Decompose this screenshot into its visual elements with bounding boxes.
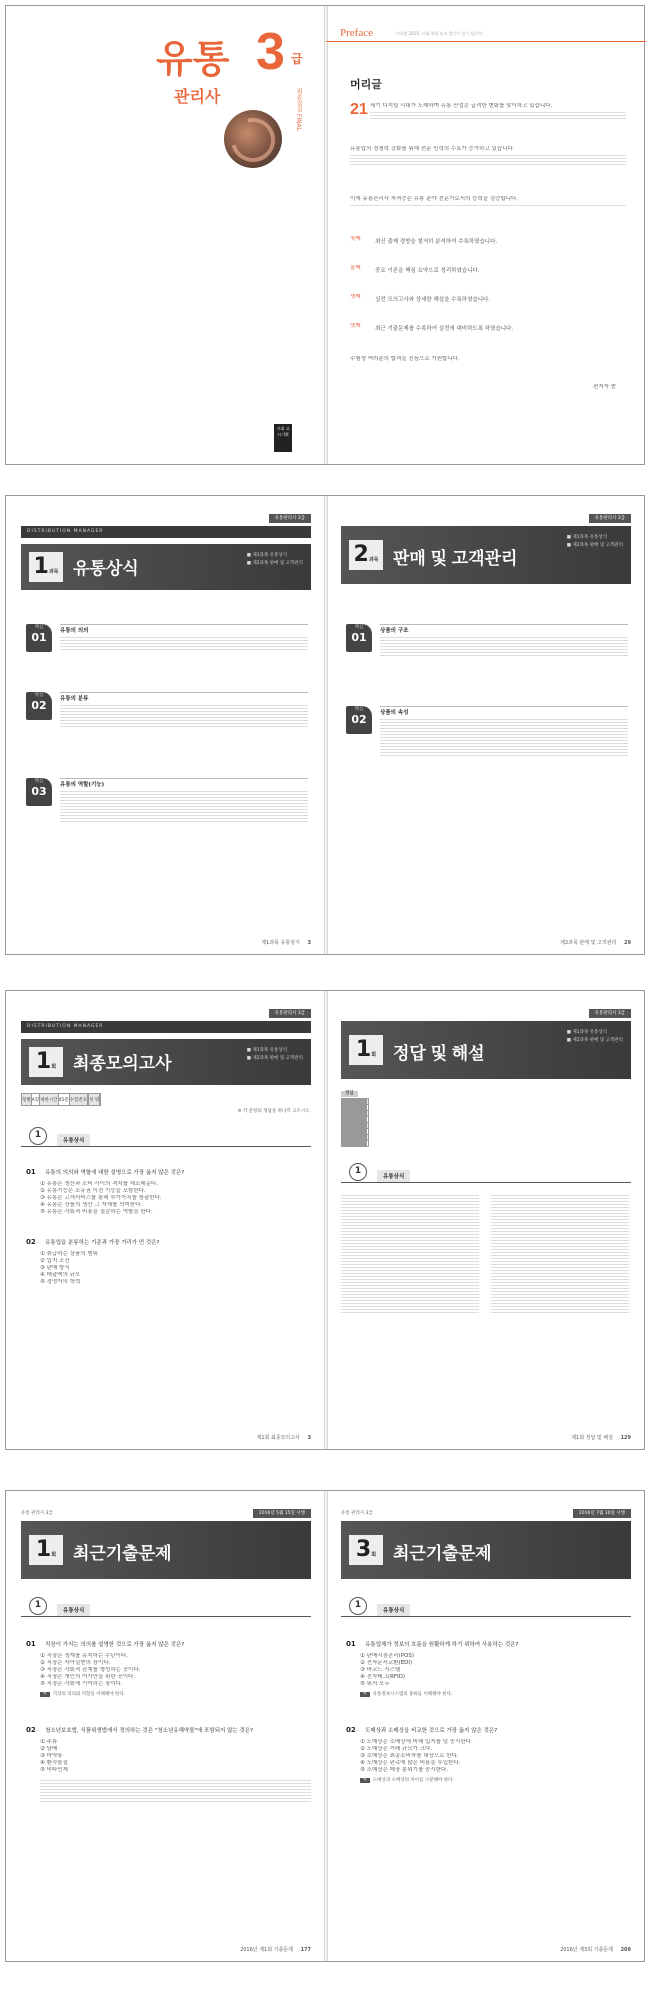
preface-page	[326, 6, 646, 464]
subject-number: 1	[349, 1163, 367, 1181]
key-section-03	[60, 778, 308, 824]
info-cell: 형별	[22, 1094, 32, 1106]
spread-mock-exam	[5, 990, 645, 1450]
bullet-text: 최근 기출문제를 수록하여 실전에 대비하도록 하였습니다.	[375, 326, 514, 332]
key-label: 핵심	[34, 779, 44, 784]
chapter-title: 판매 및 고객관리	[393, 549, 518, 568]
cover-badge: 최종점검 FINAL	[295, 88, 302, 132]
spread-chapter-openers	[5, 495, 645, 955]
info-cell: 제한시간	[40, 1094, 58, 1106]
page-footer	[571, 1434, 631, 1441]
bullet-text: 최신 출제 경향을 철저히 분석하여 수록하였습니다.	[375, 239, 498, 245]
answers-page	[326, 991, 646, 1449]
option[interactable]: ⑤ 경영자의 학력	[40, 1279, 81, 1285]
text-line	[370, 115, 626, 116]
footer-label: 제2과목 판매 및 고객관리	[560, 940, 617, 946]
bullet-key: 넷째	[350, 323, 361, 329]
chapter-num: 1	[35, 1537, 52, 1562]
preface-para-1: 세기 디지털 시대가 도래하며 유통 산업은 급격한 변화를 맞이하고 있습니다.	[370, 103, 553, 109]
question-number: 02	[26, 1238, 36, 1246]
preface-bullet	[350, 228, 626, 247]
chapter-unit: 회	[51, 1552, 57, 1558]
key-section-02	[380, 706, 628, 758]
key-label: 핵심	[354, 625, 364, 630]
option[interactable]: ⑤ 유통은 사회적 비용을 절감하는 역할을 한다.	[40, 1209, 153, 1215]
tip-icon: ✎	[40, 1692, 50, 1697]
subject-title: 유통상식	[57, 1604, 90, 1616]
chapter-number	[29, 1535, 63, 1565]
question-01	[26, 1631, 311, 1698]
preface-bullets	[350, 228, 626, 344]
past-exam-3-page	[326, 1491, 646, 1961]
option[interactable]: ③ 마약류	[40, 1753, 63, 1759]
key-number: 01	[31, 631, 47, 644]
meta-line-2: ■ 제2과목 판매 및 고객관리	[246, 1056, 303, 1061]
page-number: 29	[624, 940, 631, 946]
tip-icon: ✎	[360, 1692, 370, 1697]
chapter-title: 최근기출문제	[393, 1544, 492, 1563]
key-section-02	[60, 692, 308, 729]
key-box-02	[26, 692, 52, 720]
answer-tip	[40, 1692, 311, 1698]
option[interactable]: ① 도매상은 소매상에 비해 입지를 덜 중시한다.	[360, 1739, 473, 1745]
spread-past-exams	[5, 1490, 645, 1962]
option[interactable]: ② 담배	[40, 1746, 58, 1752]
subject-number: 1	[349, 1597, 367, 1615]
bar-left-label: 유통 관리사 3급	[341, 1511, 373, 1516]
bullet-key: 셋째	[350, 294, 361, 300]
option[interactable]: ⑤ 소매상은 매장 분위기를 중시한다.	[360, 1767, 449, 1773]
preface-header-small: 머리말 2015, 시대 역학 도서 발간이 불기 당신의	[396, 31, 483, 36]
subject-number: 1	[29, 1127, 47, 1145]
preface-bullet	[350, 315, 626, 334]
section-heading: 상품의 구조	[380, 628, 409, 634]
page-footer	[560, 1946, 631, 1953]
chapter-title: 정답 및 해설	[393, 1044, 485, 1063]
chapter-number	[29, 1047, 63, 1077]
question-text: 직장이 가지는 의의를 설명한 것으로 가장 옳지 않은 것은?	[45, 1642, 185, 1648]
meta-line-2: ■ 제2과목 판매 및 고객관리	[246, 561, 303, 566]
exam-note: ※ 각 문항의 정답을 하나씩 고르시오.	[237, 1109, 311, 1114]
tip-text: 도매상과 소매상의 차이를 구분해야 한다.	[372, 1778, 454, 1783]
option[interactable]: ③ 판매 방식	[40, 1265, 70, 1271]
preface-heading: 머리글	[350, 78, 382, 91]
mock-exam-page	[6, 991, 326, 1449]
key-number: 03	[31, 785, 47, 798]
top-tag: 유통관리사 3급	[269, 1009, 311, 1018]
chapter-2-page	[326, 496, 646, 954]
question-number: 01	[346, 1640, 356, 1648]
info-cell: 45분	[58, 1094, 69, 1106]
option[interactable]: ⑤ 위의 모두	[360, 1681, 390, 1687]
text-line	[350, 158, 626, 159]
subject-title: 유통상식	[57, 1134, 90, 1146]
header-bar	[21, 526, 311, 538]
chapter-number	[349, 540, 383, 570]
chapter-banner	[21, 544, 311, 590]
chapter-unit: 과목	[48, 569, 59, 575]
page-footer	[560, 939, 631, 946]
meta-line-2: ■ 제2과목 판매 및 고객관리	[566, 543, 623, 548]
meta-line-1: ■ 제1과목 유통상식	[566, 1030, 608, 1035]
section-heading: 유통의 분류	[60, 696, 89, 702]
option[interactable]: ② 직장은 자아실현의 장이다.	[40, 1660, 111, 1666]
section-heading: 유통의 의의	[60, 628, 89, 634]
info-cell: 성 명	[89, 1094, 100, 1106]
chapter-meta	[567, 1029, 623, 1045]
option[interactable]: ② 유통기능은 소유권 이전 기능을 포함한다.	[40, 1188, 146, 1194]
question-01	[26, 1159, 311, 1216]
subject-header	[21, 1130, 311, 1147]
answer-label: 정답	[341, 1091, 358, 1097]
top-tag: 유통관리사 3급	[589, 1009, 631, 1018]
preface-header-label: Preface	[340, 27, 373, 39]
option[interactable]: ① 판매시점관리(POS)	[360, 1653, 414, 1659]
option[interactable]: ④ 도매상은 판촉에 많은 비용을 투입한다.	[360, 1760, 461, 1766]
explanation-block	[40, 1780, 311, 1802]
answer-tip	[360, 1778, 631, 1784]
chapter-meta	[567, 534, 623, 550]
key-number: 02	[351, 713, 367, 726]
option[interactable]: ② 전자문서교환(EDI)	[360, 1660, 413, 1666]
chapter-num: 3	[355, 1537, 372, 1562]
option[interactable]: ③ 직장은 사회적 관계를 형성하는 곳이다.	[40, 1667, 141, 1673]
options	[40, 1251, 311, 1286]
cover-page	[6, 6, 326, 464]
footer-label: 2016년 제1회 기출문제	[240, 1947, 293, 1953]
chapter-num: 2	[353, 542, 369, 567]
options	[360, 1739, 631, 1774]
chapter-number	[349, 1535, 383, 1565]
chapter-unit: 회	[51, 1064, 57, 1070]
meta-line-1: ■ 제1과목 유통상식	[566, 535, 608, 540]
key-label: 핵심	[34, 625, 44, 630]
key-label: 핵심	[354, 707, 364, 712]
options	[360, 1653, 631, 1688]
footer-label: 제1회 정답 및 해설	[571, 1435, 613, 1441]
chapter-banner	[21, 1521, 311, 1579]
text-line	[350, 205, 626, 206]
cover-subtitle: 관리사	[174, 87, 221, 106]
text-line	[350, 161, 626, 162]
cover-grade-unit: 급	[291, 52, 303, 66]
explanations-left-col	[341, 1193, 479, 1315]
exam-date-tag: 2016년 5월 15일 시행	[253, 1509, 311, 1518]
exam-info-table	[21, 1093, 101, 1106]
answer-row	[342, 1141, 369, 1147]
chapter-banner	[21, 1039, 311, 1085]
chapter-title: 최근기출문제	[73, 1544, 172, 1563]
spread-cover-preface	[5, 5, 645, 465]
bullet-text: 실전 모의고사와 상세한 해설을 수록하였습니다.	[375, 297, 491, 303]
chapter-number	[29, 552, 63, 582]
preface-para-3: 이에 유통관리사 자격증은 유통 분야 전문가로서의 능력을 검증합니다.	[350, 196, 519, 202]
meta-line-2: ■ 제2과목 판매 및 고객관리	[566, 1038, 623, 1043]
chapter-title: 유통상식	[73, 559, 139, 578]
preface-para-3-block	[350, 196, 626, 208]
bar-label: DISTRIBUTION MANAGER	[27, 529, 104, 534]
option[interactable]: ④ 전자태그(RFID)	[360, 1674, 406, 1680]
key-label: 핵심	[34, 693, 44, 698]
question-02	[26, 1229, 311, 1286]
option[interactable]: ③ 소매상은 최종소비자를 대상으로 한다.	[360, 1753, 459, 1759]
publisher-mark: 시대 고시기획	[276, 426, 290, 437]
chapter-unit: 회	[371, 1552, 377, 1558]
page-number: 177	[300, 1947, 311, 1953]
preface-closing: 수험생 여러분의 합격을 진심으로 기원합니다.	[350, 356, 460, 362]
subject-title: 유통상식	[377, 1604, 410, 1616]
top-tag: 유통관리사 3급	[589, 514, 631, 523]
subject-header	[341, 1166, 631, 1183]
section-heading: 유통의 역할(기능)	[60, 782, 105, 788]
past-exam-1-page	[6, 1491, 326, 1961]
bullet-key: 둘째	[350, 265, 361, 271]
key-box-01	[346, 624, 372, 652]
subject-header	[341, 1600, 631, 1617]
page-number: 3	[307, 1435, 311, 1441]
info-cell: A형	[31, 1094, 39, 1106]
option[interactable]: ③ 유통은 고객서비스를 통해 부가가치를 창출한다.	[40, 1195, 162, 1201]
option[interactable]: ② 도매상은 거래 규모가 크다.	[360, 1746, 433, 1752]
question-text: 도매상과 소매상을 비교한 것으로 가장 옳지 않은 것은?	[365, 1728, 498, 1734]
chapter-banner	[341, 526, 631, 584]
question-text: 유통업을 분류하는 기준과 가장 거리가 먼 것은?	[45, 1240, 160, 1246]
question-number: 01	[26, 1168, 36, 1176]
option[interactable]: ④ 유통은 상품의 생산 그 자체를 의미한다.	[40, 1202, 143, 1208]
options	[40, 1181, 311, 1216]
text-line	[350, 164, 626, 165]
section-heading: 상품의 속성	[380, 710, 409, 716]
chapter-title: 최종모의고사	[73, 1054, 172, 1073]
page-footer	[261, 939, 311, 946]
key-number: 01	[351, 631, 367, 644]
tip-text: 직장의 의의와 역할을 이해해야 한다.	[52, 1692, 126, 1697]
chapter-meta	[247, 1047, 303, 1063]
preface-para-1-block	[370, 103, 626, 121]
option[interactable]: ① 주류	[40, 1739, 58, 1745]
cover-grade: 3	[256, 23, 285, 81]
chapter-num: 1	[33, 554, 49, 579]
info-cell	[100, 1094, 101, 1106]
tip-icon: ✎	[360, 1778, 370, 1783]
preface-para-2: 유통업의 경쟁력 강화를 위해 전문 인력의 수요가 증가하고 있습니다.	[350, 146, 515, 152]
preface-bullet	[350, 286, 626, 305]
chapter-1-page	[6, 496, 326, 954]
text-line	[350, 155, 626, 156]
question-number: 02	[26, 1726, 36, 1734]
key-section-01	[60, 624, 308, 652]
option[interactable]: ④ 환각물질	[40, 1760, 68, 1766]
option[interactable]: ① 유통은 생산과 소비 사이의 격차를 해소해준다.	[40, 1181, 159, 1187]
question-text: 유통업체가 정보의 흐름을 원활하게 하기 위하여 사용하는 것은?	[365, 1642, 519, 1648]
meta-line-1: ■ 제1과목 유통상식	[246, 1048, 288, 1053]
option[interactable]: ① 직장은 생계를 유지하는 수단이다.	[40, 1653, 129, 1659]
page-number: 209	[620, 1947, 631, 1953]
chapter-banner	[341, 1521, 631, 1579]
question-text: 유통의 의의와 역할에 대한 설명으로 가장 옳지 않은 것은?	[45, 1170, 185, 1176]
info-cell: 수험번호	[69, 1094, 87, 1106]
publisher-logo	[274, 424, 292, 452]
drop-number: 21	[350, 101, 368, 118]
cover-title: 유통	[156, 39, 230, 81]
key-box-01	[26, 624, 52, 652]
question-number: 01	[26, 1640, 36, 1648]
chapter-number	[349, 1035, 383, 1065]
preface-para-2-block	[350, 146, 626, 167]
page-number: 3	[307, 940, 311, 946]
bar-label: DISTRIBUTION MANAGER	[27, 1024, 104, 1029]
question-02	[26, 1717, 311, 1804]
tip-text: 유통정보시스템의 종류를 이해해야 한다.	[372, 1692, 453, 1697]
preface-header	[326, 26, 646, 42]
footer-label: 2016년 제3회 기출문제	[560, 1947, 613, 1953]
chapter-meta	[247, 552, 303, 568]
page-number: 129	[620, 1435, 631, 1441]
explanations-right-col	[491, 1193, 629, 1315]
option[interactable]: ② 입지 조건	[40, 1258, 70, 1264]
option[interactable]: ⑤ 비타민제	[40, 1767, 68, 1773]
question-text: 청소년보호법, 식품위생법에서 정의하는 것은 "청소년유해약물"에 포함되지 않는 것은?	[45, 1728, 254, 1734]
bar-left-label: 유통 관리사 3급	[21, 1511, 53, 1516]
option[interactable]: ⑤ 직장은 사회에 기여하는 장이다.	[40, 1681, 123, 1687]
chapter-unit: 과목	[368, 557, 379, 563]
option[interactable]: ③ 바코드 시스템	[360, 1667, 401, 1673]
subject-header	[21, 1600, 311, 1617]
option[interactable]: ④ 직장은 개인의 여가만을 위한 곳이다.	[40, 1674, 136, 1680]
chapter-num: 1	[35, 1049, 52, 1074]
meta-line-1: ■ 제1과목 유통상식	[246, 553, 288, 558]
bullet-key: 첫째	[350, 236, 361, 242]
option[interactable]: ① 취급하는 상품의 범위	[40, 1251, 98, 1257]
preface-bullet	[350, 257, 626, 276]
question-01	[346, 1631, 631, 1698]
top-tag: 유통관리사 3급	[269, 514, 311, 523]
question-02	[346, 1717, 631, 1784]
options	[40, 1739, 311, 1774]
answer-grid	[341, 1098, 369, 1147]
exam-date-tag: 2016년 7월 10일 시행	[573, 1509, 631, 1518]
key-number: 02	[31, 699, 47, 712]
footer-label: 제1과목 유통상식	[261, 940, 300, 946]
key-box-03	[26, 778, 52, 806]
text-line	[370, 118, 626, 119]
chapter-num: 1	[355, 1037, 372, 1062]
chapter-unit: 회	[371, 1052, 377, 1058]
page-footer	[240, 1946, 311, 1953]
key-section-01	[380, 624, 628, 658]
page-footer	[257, 1434, 312, 1441]
chapter-banner	[341, 1021, 631, 1079]
question-number: 02	[346, 1726, 356, 1734]
subject-number: 1	[29, 1597, 47, 1615]
header-bar	[21, 1021, 311, 1033]
options	[40, 1653, 311, 1688]
option[interactable]: ④ 매출액의 규모	[40, 1272, 81, 1278]
bullet-text: 중요 이론을 핵심 요약으로 정리하였습니다.	[375, 268, 480, 274]
text-line	[370, 112, 626, 113]
key-box-02	[346, 706, 372, 734]
preface-sign: 편저자 씀	[592, 384, 616, 390]
footer-label: 제1회 최종모의고사	[256, 1435, 300, 1441]
subject-title: 유통상식	[377, 1170, 410, 1182]
answer-tip	[360, 1692, 631, 1698]
